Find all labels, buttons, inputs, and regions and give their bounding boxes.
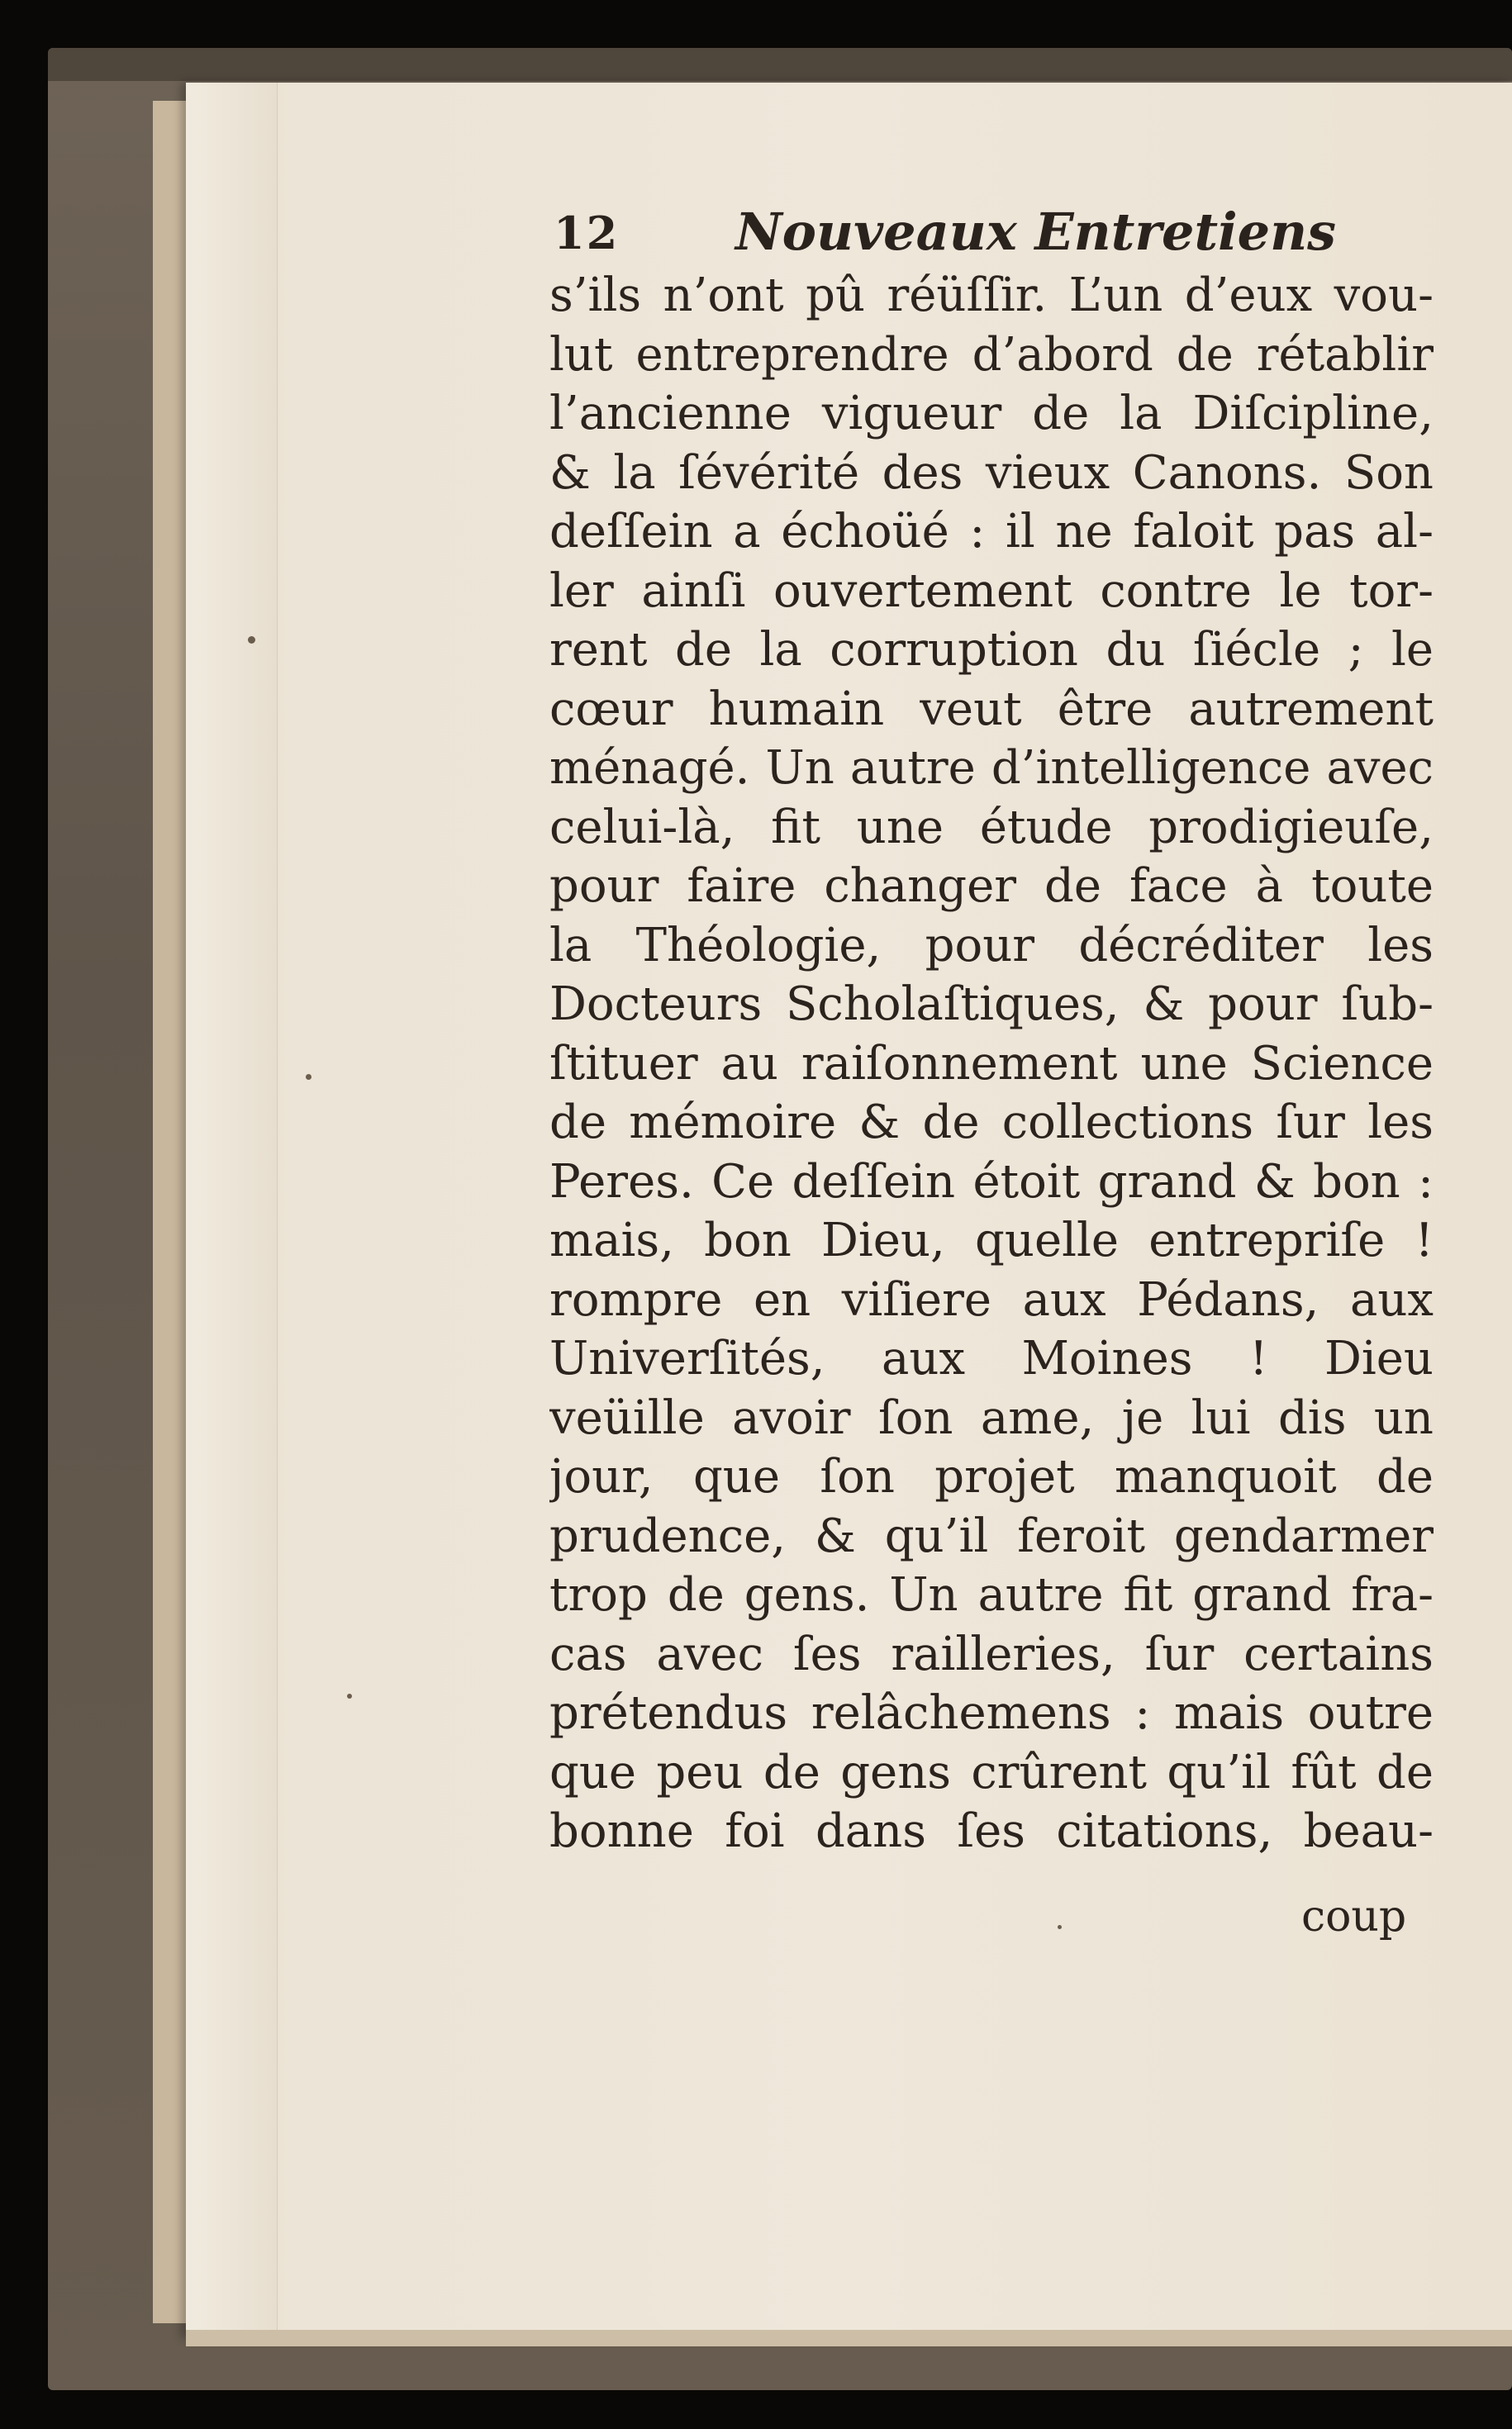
paper-speck — [248, 636, 255, 644]
text-line: deſſein a échoüé : il ne faloit pas al- — [549, 505, 1434, 559]
text-line: cœur humain veut être autrement — [549, 682, 1434, 736]
text-line: Univerſités, aux Moines ! Dieu — [549, 1332, 1434, 1386]
text-line: ménagé. Un autre d’intelligence avec — [549, 741, 1434, 795]
text-line: s’ils n’ont pû réüſſir. L’un d’eux vou- — [549, 269, 1434, 322]
text-line: la Théologie, pour décréditer les — [549, 918, 1434, 972]
text-line: rompre en viſiere aux Pédans, aux — [549, 1272, 1434, 1327]
running-head: Nouveaux Entretiens — [735, 202, 1337, 262]
text-line: celui-là, fit une étude prodigieuſe, — [549, 800, 1434, 854]
page-number: 12 — [554, 207, 620, 259]
text-line: mais, bon Dieu, quelle entrepriſe ! — [549, 1214, 1434, 1267]
text-line: que peu de gens crûrent qu’il fût de — [549, 1745, 1434, 1799]
paper-speck — [306, 1074, 311, 1080]
cover-top-edge — [48, 48, 1512, 81]
text-line: & la ſévérité des vieux Canons. Son — [549, 445, 1434, 500]
text-line: Peres. Ce deſſein étoit grand & bon : — [549, 1154, 1434, 1209]
page-bottom-edge — [186, 2330, 1512, 2346]
text-line: de mémoire & de collections ſur les — [549, 1096, 1434, 1149]
page-gutter — [186, 83, 278, 2338]
text-line: veüille avoir ſon ame, je lui dis un — [549, 1390, 1434, 1445]
text-line: ſtituer au raiſonnement une Science — [549, 1036, 1434, 1091]
text-line: ler ainſi ouvertement contre le tor- — [549, 563, 1434, 618]
text-line: cas avec ſes railleries, ſur certains — [549, 1627, 1434, 1681]
text-line: prétendus relâchemens : mais outre — [549, 1686, 1434, 1740]
paper-speck — [1058, 1925, 1062, 1929]
text-line: rent de la corruption du ſiécle ; le — [549, 623, 1434, 677]
text-line: prudence, & qu’il feroit gendarmer — [549, 1509, 1434, 1563]
text-line: l’ancienne vigueur de la Diſcipline, — [549, 387, 1434, 440]
catchword: coup — [1301, 1892, 1407, 1942]
text-line: trop de gens. Un autre fit grand fra- — [549, 1568, 1434, 1622]
text-line: bonne foi dans ſes citations, beau- — [549, 1804, 1434, 1858]
body-text — [549, 266, 1434, 1861]
text-line: pour faire changer de face à toute — [549, 859, 1434, 913]
text-line: jour, que ſon projet manquoit de — [549, 1450, 1434, 1504]
text-line: lut entreprendre d’abord de rétablir — [549, 327, 1434, 382]
text-line: Docteurs Scholaſtiques, & pour ſub- — [549, 977, 1434, 1031]
paper-speck — [347, 1694, 352, 1699]
